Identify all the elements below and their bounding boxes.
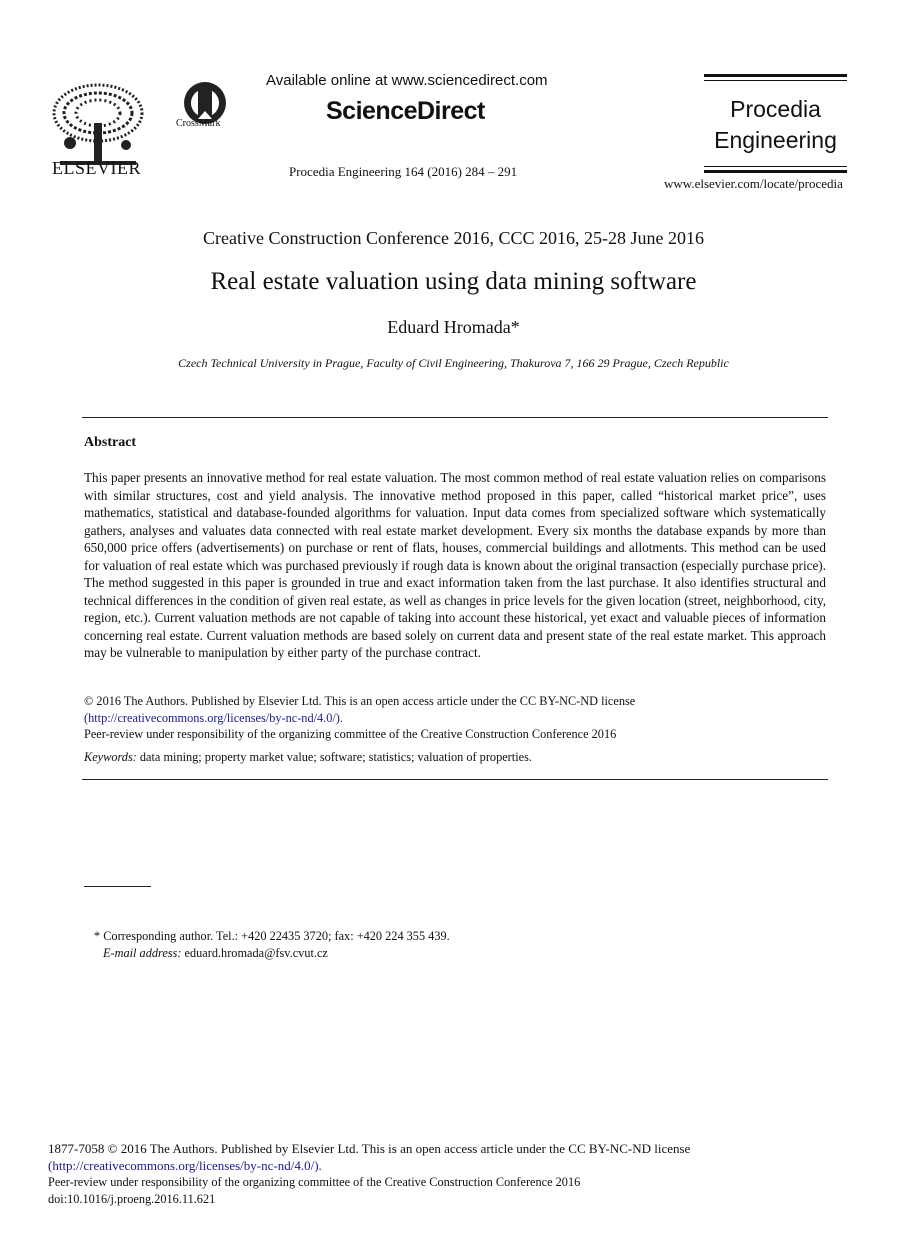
keywords-line: [84, 750, 826, 765]
peer-review-line: Peer-review under responsibility of the organizing committee of the Creative Construction Conference 2016: [84, 727, 617, 741]
journal-rule-top-thin: [704, 80, 847, 81]
license-block: [84, 693, 826, 743]
abstract-heading: Abstract: [84, 435, 137, 450]
author-affiliation: Czech Technical University in Prague, Faculty of Civil Engineering, Thakurova 7, 166 29 Prague, Czech Republic: [178, 356, 729, 370]
journal-title: [704, 94, 847, 156]
crossmark-label: CrossMark: [176, 118, 221, 129]
journal-title-line1: Procedia: [730, 96, 821, 122]
publisher-name: ELSEVIER: [52, 158, 141, 178]
email-line: [94, 945, 450, 962]
journal-rule-bottom-thin: [704, 166, 847, 167]
bottom-license-block: [48, 1140, 868, 1208]
footnote-rule: [84, 886, 151, 887]
journal-rule-top: [704, 74, 847, 77]
bottom-license-link[interactable]: (http://creativecommons.org/licenses/by-nc-nd/4.0/).: [48, 1158, 322, 1173]
corresponding-author-note: * Corresponding author. Tel.: +420 22435 3720; fax: +420 224 355 439.: [94, 929, 450, 943]
journal-url[interactable]: www.elsevier.com/locate/procedia: [664, 176, 843, 191]
license-line: © 2016 The Authors. Published by Elsevier Ltd. This is an open access article under the CC BY-NC-ND license: [84, 694, 636, 708]
author-name: Eduard Hromada*: [387, 317, 520, 337]
license-link[interactable]: (http://creativecommons.org/licenses/by-nc-nd/4.0/).: [84, 710, 343, 725]
available-online-text: Available online at www.sciencedirect.com: [266, 72, 548, 89]
issn-license-line: 1877-7058 © 2016 The Authors. Published by Elsevier Ltd. This is an open access article under the CC BY-NC-ND license: [48, 1141, 691, 1156]
divider-bottom: [82, 779, 828, 780]
email-label: E-mail address:: [103, 946, 182, 960]
conference-name: Creative Construction Conference 2016, CCC 2016, 25-28 June 2016: [203, 228, 704, 248]
sciencedirect-logo: ScienceDirect: [326, 97, 485, 125]
divider-top: [82, 417, 828, 418]
bottom-peer-review: Peer-review under responsibility of the organizing committee of the Creative Construction Conference 2016: [48, 1175, 581, 1189]
journal-citation: Procedia Engineering 164 (2016) 284 – 291: [289, 164, 518, 179]
footnote: [94, 928, 450, 962]
journal-title-line2: Engineering: [714, 127, 837, 153]
email-address[interactable]: eduard.hromada@fsv.cvut.cz: [181, 946, 328, 960]
paper-title: Real estate valuation using data mining software: [210, 268, 697, 295]
doi-line[interactable]: doi:10.1016/j.proeng.2016.11.621: [48, 1192, 216, 1206]
journal-rule-bottom: [704, 170, 847, 173]
keywords-text: data mining; property market value; software; statistics; valuation of properties.: [136, 750, 532, 764]
abstract-text: This paper presents an innovative method for real estate valuation. The most common method of real estate valuation relies on comparisons with similar structures, cost and yield analysis. The innovative method proposed in this paper, called “historical market price”, uses mathematics, statistical and database-founded algorithms for valuation. Input data comes from specialized software which systematically gathers, analyses and valuates data connected with real estate market development. Every six months the database expands by more than 650,000 price offers (advertisements) on purchase or rent of flats, houses, commercial buildings and allotments. This method can be used for valuation of real estate which was purchased previously if rough data is known about the original transaction (especially purchase price). The method suggested in this paper is grounded in true and exact information taken from the last purchase. It also identifies structural and technical differences in the condition of given real estate, as well as changes in price levels for the given location (street, neighborhood, city, region, etc.). Current valuation methods are not capable of taking into account these historical, yet exact and valuable pieces of information concerning real estate. Current valuation methods are based solely on current data and present state of the real estate market. This approach may be vulnerable to manipulation by either party of the purchase contract.: [84, 470, 826, 660]
keywords-label: Keywords:: [84, 750, 137, 764]
